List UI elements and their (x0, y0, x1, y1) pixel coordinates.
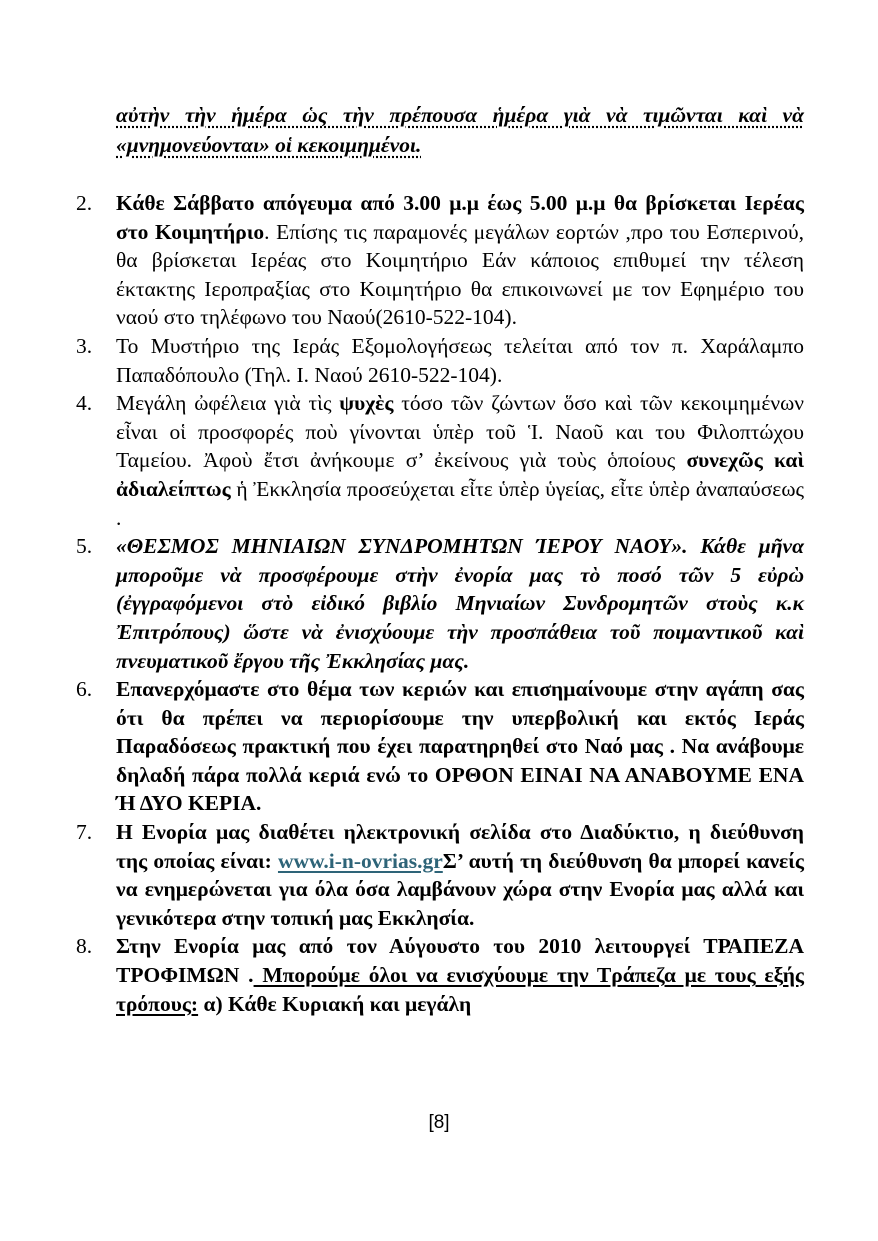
list-item-5 (0, 532, 804, 675)
numbered-list (0, 189, 878, 1018)
intro-line-2: «μνημονεύονται» οἱ κεκοιμημένοι. (116, 133, 422, 157)
item-bold-text: α) Κάθε Κυριακή και μεγάλη (198, 991, 472, 1016)
item-text: Μεγάλη ὠφέλεια γιὰ τὶς (116, 391, 340, 416)
item-number: 3. (76, 333, 93, 358)
list-item-2 (0, 189, 804, 332)
website-link[interactable]: www.i-n-ovrias.gr (277, 848, 443, 873)
item-bold-text: Επανερχόμαστε στο θέμα των κεριών και επισημαίνουμε στην αγάπη σας ότι θα πρέπει να περιορίσουμε την υπερβολική και εκτός Ιεράς Παραδόσεως πρακτική που έχει παρατηρηθεί στο Ναό μας . Να ανάβουμε δηλαδή πάρα πολλά κεριά ενώ το ΟΡΘΟΝ ΕΙΝΑΙ ΝΑ ΑΝΑΒΟΥΜΕ ΕΝΑ Ή ΔΥΟ ΚΕΡΙΑ. (116, 677, 804, 816)
item-bold-italic-text: «ΘΕΣΜΟΣ ΜΗΝΙΑΙΩΝ ΣΥΝΔΡΟΜΗΤΩΝ ΊΕΡΟΥ ΝΑΟΥ». Κάθε μῆνα μποροῦμε νὰ προσφέρουμε στὴν ἐνορία μας τὸ ποσό τῶν 5 εὐρὼ (ἐγγραφόμενοι στὸ εἰδικό βιβλίο Μηνιαίων Συνδρομητῶν στοὺς κ.κ Ἐπιτρόπους) ὥστε νὰ ἐνισχύουμε τὴν προσπάθεια τοῦ ποιμαντικοῦ καὶ πνευματικοῦ ἔργου τῆς Ἐκκλησίας μας. (116, 534, 804, 673)
item-text: ἡ Ἐκκλησία προσεύχεται εἶτε ὑπὲρ ὑγείας, εἶτε ὑπὲρ ἀναπαύσεως . (116, 476, 804, 530)
item-number: 8. (76, 934, 93, 959)
item-text: Το Μυστήριο της Ιεράς Εξομολογήσεως τελείται από τον π. Χαράλαμπο Παπαδόπουλο (Τηλ. Ι. Ναού 2610-522-104). (116, 333, 804, 387)
item-bold-text: Σ’ αυτή τη διεύθυνση θα μπορεί κανείς να ενημερώνεται για όλα όσα λαμβάνουν χώρα στην Ενορία μας αλλά και γενικότερα στην τοπική μας Εκκλησία. (116, 848, 804, 930)
item-bold-text: συνεχῶς καὶ ἀδιαλείπτως (116, 448, 804, 501)
item-number: 5. (76, 534, 93, 559)
list-item-7 (0, 818, 804, 932)
list-item-4 (0, 389, 804, 532)
item-number: 7. (76, 820, 93, 845)
item-underlined-text: Μπορούμε όλοι να ενισχύουμε την Τράπεζα με τους εξής τρόπους: (116, 963, 804, 1016)
item-bold-text: Στην Ενορία μας από τον Αύγουστο του 2010 λειτουργεί ΤΡΑΠΕΖΑ ΤΡΟΦΙΜΩΝ . (116, 934, 804, 988)
item-bold-text: Η Ενορία μας διαθέτει ηλεκτρονική σελίδα στο Διαδύκτιο, η διεύθυνση της οποίας είναι: (116, 820, 804, 873)
item-bold-text: Κάθε Σάββατο απόγευμα από 3.00 μ.μ έως 5.00 μ.μ θα βρίσκεται Ιερέας στο Κοιμητήριο (116, 191, 804, 244)
intro-line-1: αὐτὴν τὴν ἡμέρα ὡς τὴν πρέπουσα ἡμέρα γιὰ νὰ τιμῶνται καὶ νὰ (116, 103, 804, 127)
list-item-3 (0, 332, 804, 389)
intro-paragraph (116, 100, 804, 160)
item-number: 4. (76, 391, 93, 416)
item-text: . Επίσης τις παραμονές μεγάλων εορτών ,προ του Εσπερινού, θα βρίσκεται Ιερέας στο Κοιμητήριο Εάν κάποιος επιθυμεί την τέλεση έκτακτης Ιεροπραξίας στο Κοιμητήριο θα επικοινωνεί με τον Εφημέριο του ναού στο τηλέφωνο του Ναού(2610-522-104). (116, 219, 804, 330)
item-bold-text: ψυχὲς (339, 391, 394, 416)
page-number: [8] (428, 1112, 450, 1133)
list-item-6 (0, 675, 804, 818)
item-number: 6. (76, 677, 93, 702)
list-item-8 (0, 932, 804, 1018)
item-number: 2. (76, 191, 93, 215)
item-text: τόσο τῶν ζώντων ὅσο καὶ τῶν κεκοιμημένων εἶναι οἱ προσφορές ποὺ γίνονται ὑπὲρ τοῦ Ἱ. Ναοῦ και του Φιλοπτώχου Ταμείου. Ἀφοὺ ἔτσι ἀνήκουμε σ’ ἐκείνους γιὰ τοὺς ὁποίους (116, 391, 804, 473)
